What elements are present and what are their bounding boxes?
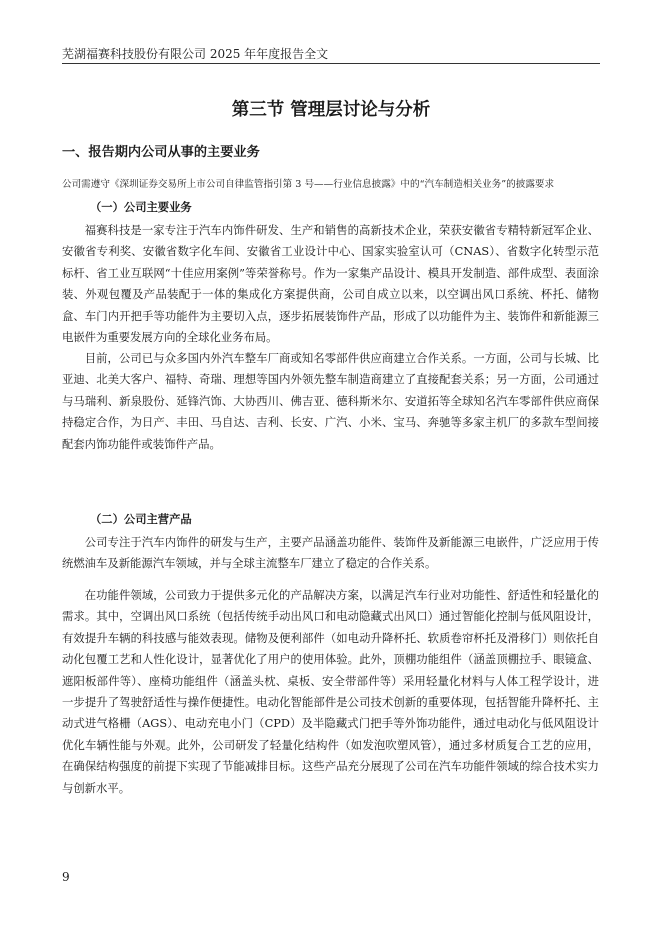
disclosure-note: 公司需遵守《深圳证券交易所上市公司自律监管指引第 3 号——行业信息披露》中的“汽车制造相关业务”的披露要求 (62, 179, 555, 190)
paragraph-functional-parts: 在功能件领域，公司致力于提供多元化的产品解决方案，以满足汽车行业对功能性、舒适性和轻量化的需求。其中，空调出风口系统（包括传统手动出风口和电动隐藏式出风口）通过智能化控制与低风阻设计，有效提升车辆的科技感与能效表现。储物及便利部件（如电动升降杯托、软质卷帘杯托及滑移门）则依托自动化包覆工艺和人性化设计，显著优化了用户的使用体验。此外，顶棚功能组件（涵盖顶棚拉手、眼镜盒、遮阳板部件等）、座椅功能组件（涵盖头枕、桌板、安全带部件等）采用轻量化材料与人体工程学设计，进一步提升了驾驶舒适性与操作便捷性。电动化智能部件是公司技术创新的重要体现，包括智能升降杯托、主动式进气格栅（AGS）、电动充电小门（CPD）及半隐藏式门把手等外饰功能件，通过电动化与低风阻设计优化车辆性能与外观。此外，公司研发了轻量化结构件（如发泡吹塑风管），通过多材质复合工艺的应用，在确保结构强度的前提下实现了节能减排目标。这些产品充分展现了公司在汽车功能件领域的综合技术实力与创新水平。 (62, 588, 599, 795)
paragraph-customers: 目前，公司已与众多国内外汽车整车厂商或知名零部件供应商建立合作关系。一方面，公司与长城、比亚迪、北美大客户、福特、奇瑞、理想等国内外领先整车制造商建立了直接配套关系；另一方面，公司通过与马瑞利、新泉股份、延锋汽饰、大协西川、佛吉亚、德科斯米尔、安道拓等全球知名汽车零部件供应商保持稳定合作，为日产、丰田、马自达、吉利、长安、广汽、小米、宝马、奔驰等多家主机厂的多款车型间接配套内饰功能件或装饰件产品。 (62, 351, 599, 451)
subheading-main-products: （二）公司主营产品 (90, 513, 192, 526)
heading-main-business: 一、报告期内公司从事的主要业务 (62, 145, 260, 160)
running-header: 芜湖福赛科技股份有限公司 2025 年年度报告全文 (62, 46, 600, 64)
page-number: 9 (62, 870, 70, 884)
paragraph-company-intro: 福赛科技是一家专注于汽车内饰件研发、生产和销售的高新技术企业，荣获安徽省专精特新冠军企业、安徽省专利奖、安徽省数字化车间、安徽省工业设计中心、国家实验室认可（CNAS）、省数字化转型示范标杆、省工业互联网“十佳应用案例”等荣誉称号。作为一家集产品设计、模具开发制造、部件成型、表面涂装、外观包覆及产品装配于一体的集成化方案提供商，公司自成立以来，以空调出风口系统、杯托、储物盒、车门内开把手等功能件为主要切入点，逐步拓展装饰件产品，形成了以功能件为主、装饰件和新能源三电嵌件为重要发展方向的全球化业务布局。 (62, 223, 599, 345)
subheading-main-business: （一）公司主要业务 (90, 201, 192, 214)
paragraph-products-overview: 公司专注于汽车内饰件的研发与生产，主要产品涵盖功能件、装饰件及新能源三电嵌件，广泛应用于传统燃油车及新能源汽车领域，并与全球主流整车厂建立了稳定的合作关系。 (62, 535, 599, 571)
section-title: 第三节 管理层讨论与分析 (231, 100, 431, 120)
